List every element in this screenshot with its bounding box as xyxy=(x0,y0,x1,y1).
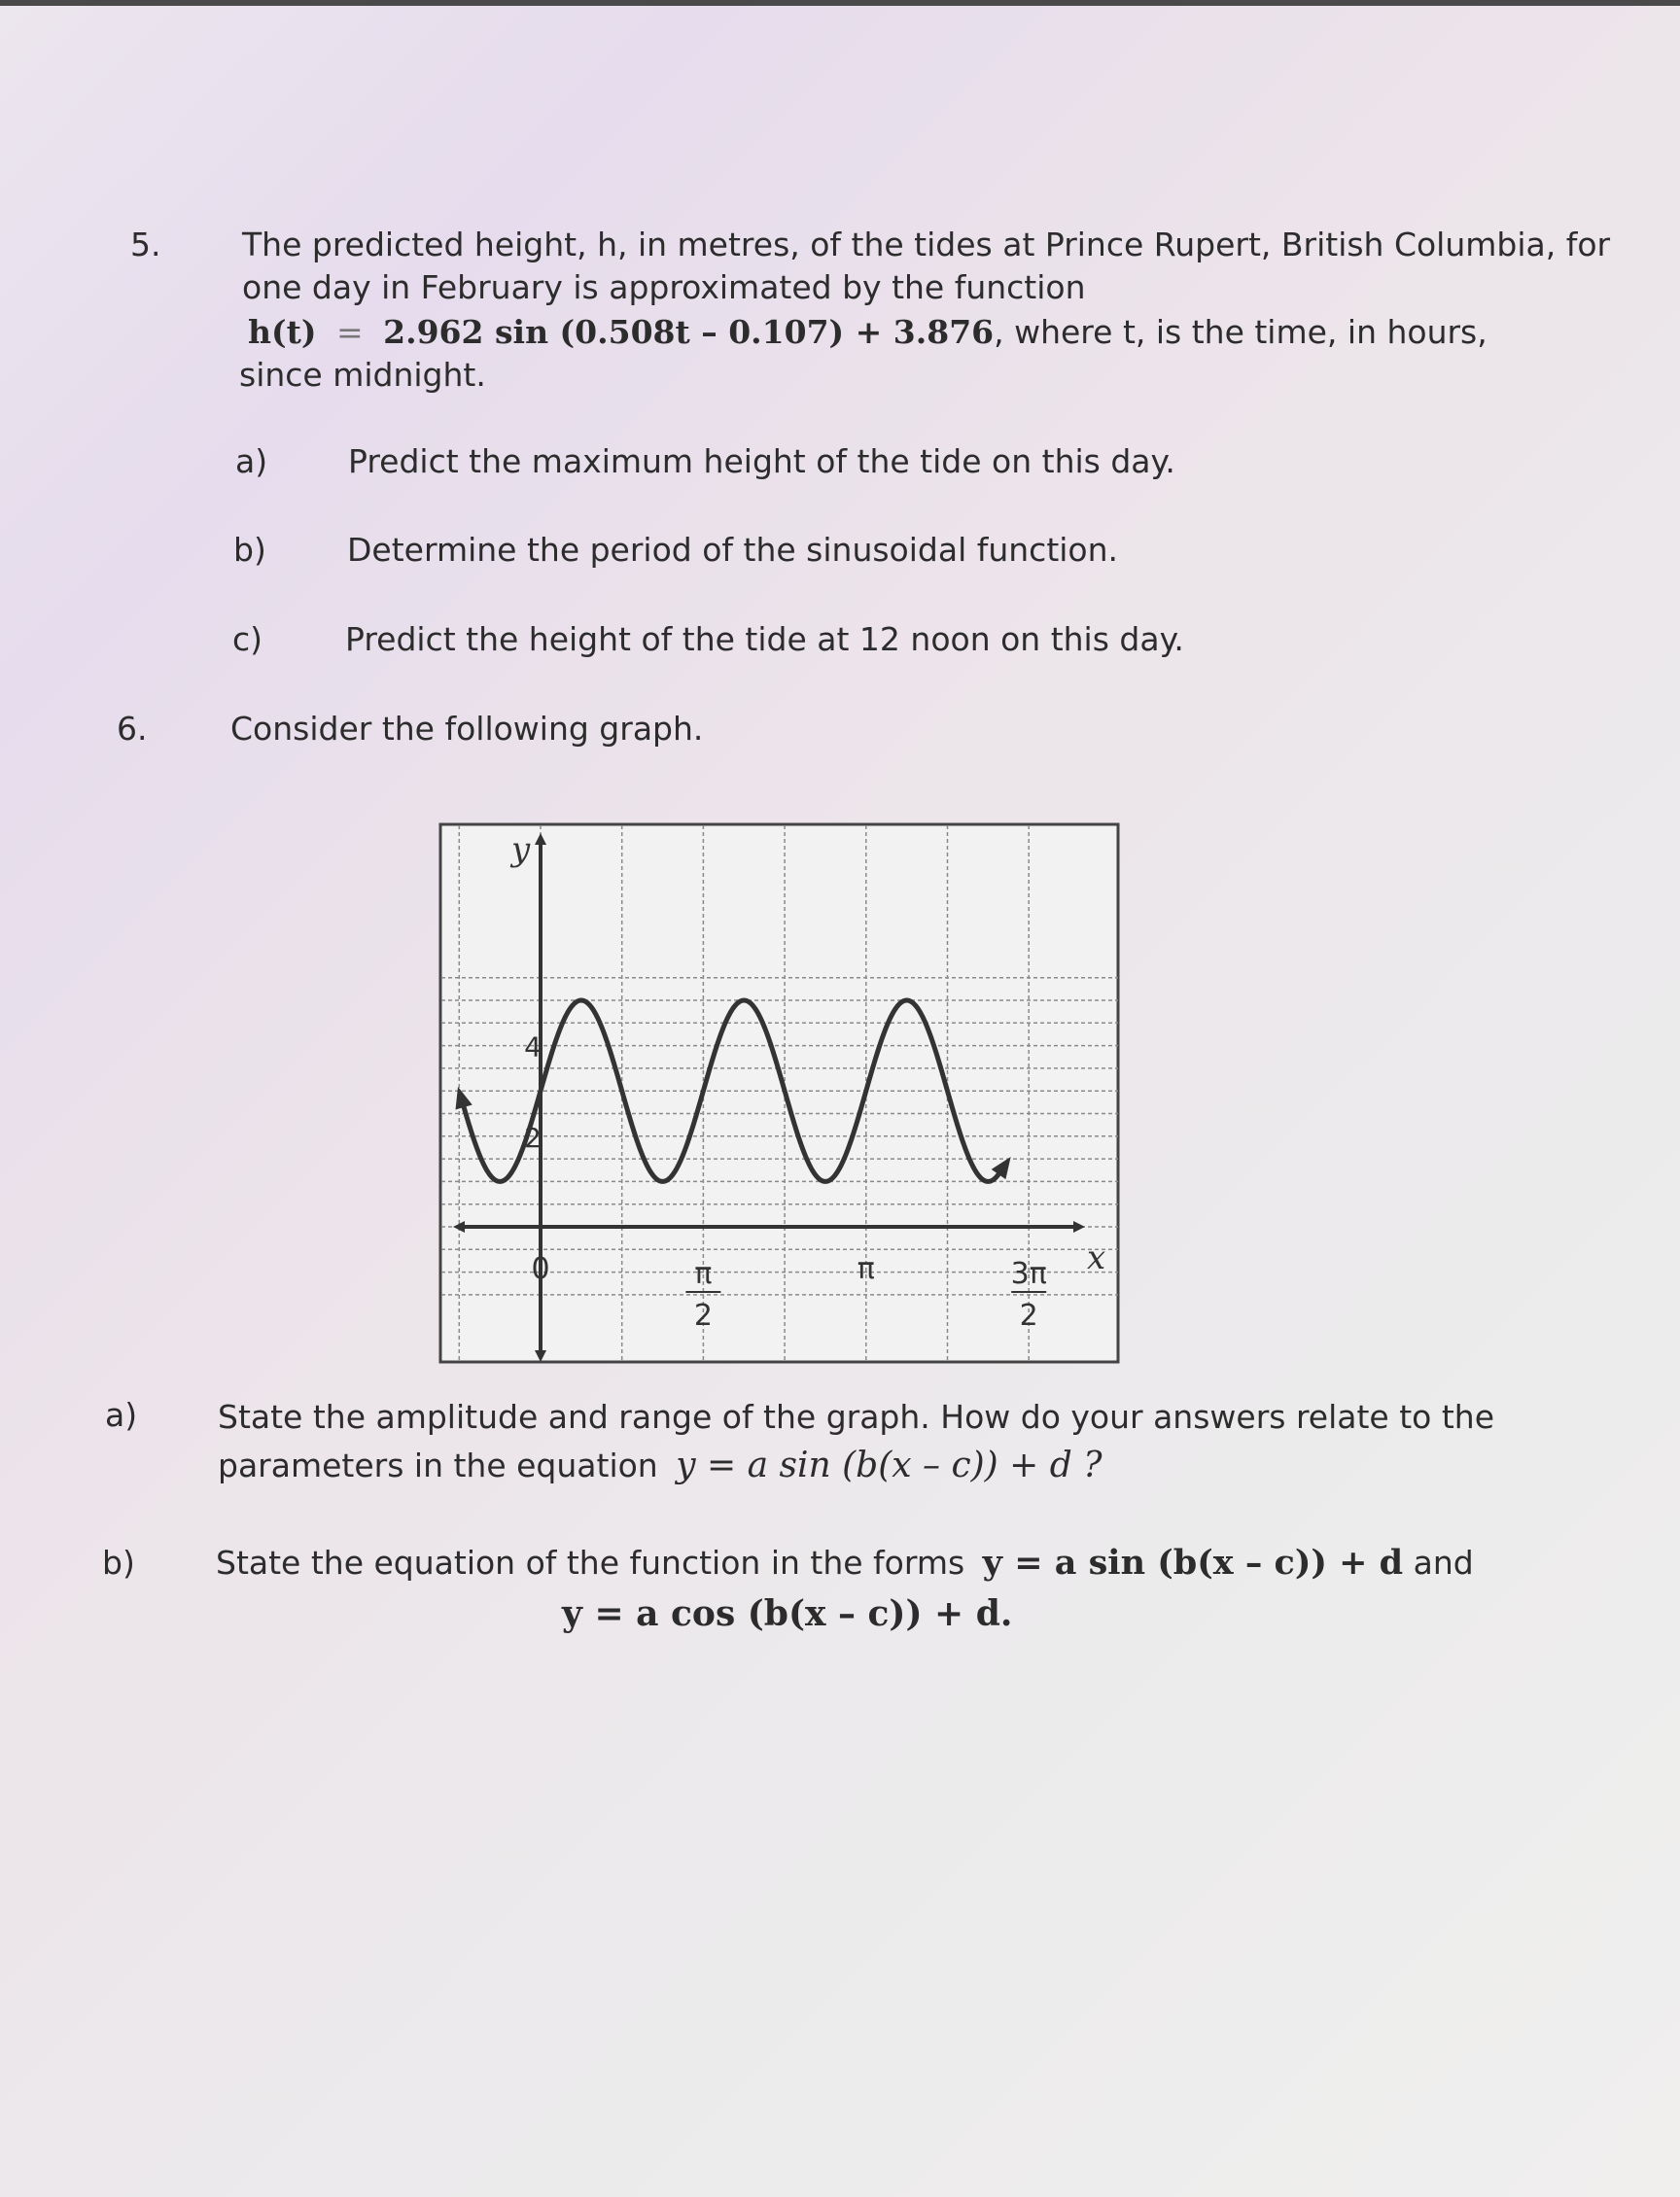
function-tail: , where t, is the time, in hours, xyxy=(994,313,1488,351)
question-5a-text: Predict the maximum height of the tide on this day. xyxy=(348,442,1175,480)
question-6-number: 6. xyxy=(117,710,148,748)
function-lhs: h(t) xyxy=(248,313,317,351)
question-5a-label: a) xyxy=(235,442,268,480)
question-6a-line-2 xyxy=(218,1445,1102,1487)
question-6b-line-1-text: State the equation of the function in the forms xyxy=(216,1544,965,1582)
question-6a-line-1: State the amplitude and range of the graph. How do your answers relate to the xyxy=(218,1398,1494,1436)
x-tick-label-numerator: 3π xyxy=(1010,1257,1047,1291)
question-5-line-4: since midnight. xyxy=(239,356,486,394)
top-edge xyxy=(0,0,1680,6)
question-6b-and: and xyxy=(1413,1544,1474,1582)
question-6-intro: Consider the following graph. xyxy=(230,710,704,748)
question-6a-equation: y = a sin (b(x – c)) + d ? xyxy=(676,1446,1102,1485)
x-tick-label: 0 xyxy=(531,1252,550,1286)
question-6b-line-1 xyxy=(216,1542,1474,1585)
question-5b-text: Determine the period of the sinusoidal function. xyxy=(347,531,1119,569)
sinusoid-graph xyxy=(438,821,1123,1366)
x-tick-label: π xyxy=(857,1252,875,1286)
question-5c-text: Predict the height of the tide at 12 noon on this day. xyxy=(345,620,1184,658)
question-5-line-1: The predicted height, h, in metres, of the tides at Prince Rupert, British Columbia, for xyxy=(242,226,1611,263)
question-6a-label: a) xyxy=(105,1396,138,1434)
x-axis-label: x xyxy=(1087,1238,1106,1277)
question-5c-label: c) xyxy=(232,620,263,658)
x-tick-label-numerator: π xyxy=(694,1257,713,1291)
x-tick-label-denominator: 2 xyxy=(693,1299,713,1333)
question-5-line-2: one day in February is approximated by the function xyxy=(242,268,1086,306)
question-5-number: 5. xyxy=(130,226,161,263)
question-5-function-line xyxy=(248,311,1488,354)
function-rhs: 2.962 sin (0.508t – 0.107) + 3.876 xyxy=(383,313,995,351)
y-tick-label: 4 xyxy=(524,1030,542,1064)
question-6b-cos-equation: y = a cos (b(x – c)) + d. xyxy=(562,1593,1013,1634)
x-tick-label-denominator: 2 xyxy=(1019,1299,1038,1333)
question-6a-line-2-text: parameters in the equation xyxy=(218,1447,658,1484)
question-6b-label: b) xyxy=(102,1544,135,1582)
question-6b-sin-equation: y = a sin (b(x – c)) + d xyxy=(982,1543,1404,1583)
question-5b-label: b) xyxy=(233,531,266,569)
function-equals: = xyxy=(335,313,364,351)
y-tick-label: 2 xyxy=(524,1121,542,1154)
y-axis-label: y xyxy=(511,830,531,869)
